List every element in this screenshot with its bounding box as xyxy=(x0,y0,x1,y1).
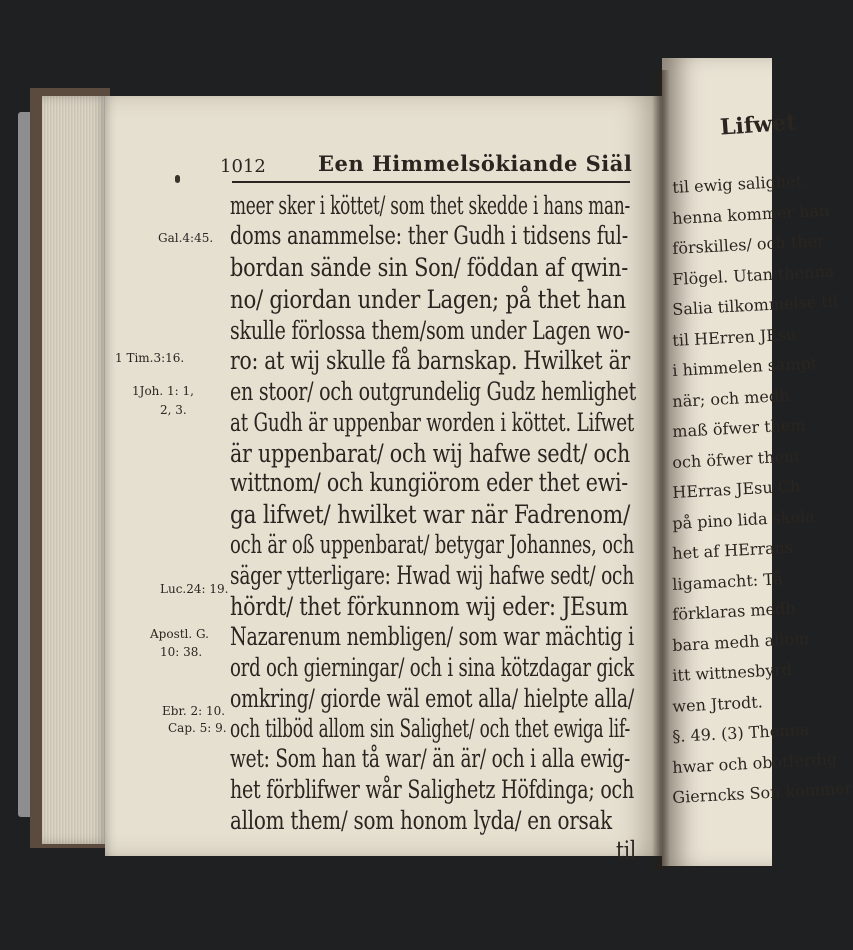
margin-note: 1Joh. 1: 1, xyxy=(132,384,194,398)
text-line: ga lifwet/ hwilket war när Fadrenom/ xyxy=(230,500,630,529)
facing-page-line: Gierncks Son kommer xyxy=(671,778,853,807)
facing-page-line: het af HErrans xyxy=(671,537,794,563)
facing-page-line: Salia tilkommelse til xyxy=(671,291,839,319)
text-line: bordan sände sin Son/ föddan af qwin- xyxy=(230,253,628,282)
facing-page-head: Lifwet xyxy=(719,109,798,141)
running-head: Een Himmelsökiande Siäl xyxy=(318,151,633,176)
text-line: säger ytterligare: Hwad wij hafwe sedt/ och xyxy=(230,561,634,590)
text-line: ord och gierningar/ och i sina kötzdagar gick xyxy=(230,653,634,682)
margin-note: 1 Tim.3:16. xyxy=(115,351,185,365)
text-line: wet: Som han tå war/ än är/ och i alla ewig- xyxy=(230,744,630,773)
text-line: no/ giordan under Lagen; på thet han xyxy=(230,285,626,314)
text-line: allom them/ som honom lyda/ en orsak xyxy=(230,806,612,835)
facing-page-line: henna kommer han xyxy=(671,200,830,228)
text-line: och är oß uppenbarat/ betygar Johannes, och xyxy=(230,530,634,559)
book-gutter xyxy=(652,70,670,870)
facing-page-line: wen Jtrodt. xyxy=(671,691,764,716)
text-line: en stoor/ och outgrundelig Gudz hemlighet xyxy=(230,377,636,406)
margin-note: Gal.4:45. xyxy=(158,231,214,245)
text-line: hördt/ thet förkunnom wij eder: JEsum xyxy=(230,592,628,621)
facing-page-line: maß öfwer them xyxy=(671,415,807,441)
facing-page-line: och öfwer them xyxy=(671,445,800,472)
margin-note: Ebr. 2: 10. xyxy=(162,704,226,718)
text-line: meer sker i köttet/ som thet skedde i hans man- xyxy=(230,191,630,220)
text-line: Nazarenum nembligen/ som war mächtig i xyxy=(230,622,634,651)
text-line: skulle förlossa them/som under Lagen wo- xyxy=(230,316,630,345)
facing-page-line: när; och medh xyxy=(671,385,790,411)
facing-page-line: förskilles/ och ther xyxy=(671,231,826,258)
facing-page-line: ligamacht: Tå xyxy=(671,568,784,594)
facing-page-line: Flögel. Utan thenna xyxy=(671,261,835,289)
margin-note: Luc.24: 19. xyxy=(160,582,229,596)
page-edges xyxy=(42,96,108,844)
text-line: är uppenbarat/ och wij hafwe sedt/ och xyxy=(230,439,630,468)
facing-page-line: HErras JEsu Ch xyxy=(671,476,801,502)
ink-dot xyxy=(175,175,180,183)
text-line: doms anammelse: ther Gudh i tidsens ful- xyxy=(230,221,628,250)
text-line: och tilböd allom sin Salighet/ och thet ewiga lif- xyxy=(230,714,630,743)
facing-page-line: til HErren JEsu xyxy=(671,324,797,350)
facing-page-line: hwar och obotferdig xyxy=(671,748,838,777)
text-line: omkring/ giorde wäl emot alla/ hielpte alla/ xyxy=(230,684,634,713)
facing-page-line: förklaras medh xyxy=(671,598,796,624)
margin-note: 2, 3. xyxy=(160,403,187,417)
facing-page-line: itt wittnesbyrd xyxy=(671,659,793,685)
text-line: wittnom/ och kungiörom eder thet ewi- xyxy=(230,468,628,497)
page-number: 1012 xyxy=(220,156,266,177)
facing-page-line: til ewig salighet. xyxy=(671,170,808,197)
margin-note: 10: 38. xyxy=(160,645,203,659)
text-line: het förblifwer wår Salighetz Höfdinga; och xyxy=(230,775,634,804)
header-rule xyxy=(232,181,630,183)
margin-note: Cap. 5: 9. xyxy=(168,721,227,735)
facing-page-line: i himmelen sampt xyxy=(671,353,818,380)
facing-page-line: på pino lida skola xyxy=(671,506,816,533)
text-line: at Gudh är uppenbar worden i köttet. Lifwet xyxy=(230,408,634,437)
facing-page-line: bara medh allom xyxy=(671,628,810,655)
facing-page-line: §. 49. (3) Thenna xyxy=(671,719,810,746)
margin-note: Apostl. G. xyxy=(150,627,209,641)
text-line: ro: at wij skulle få barnskap. Hwilket är xyxy=(230,346,630,375)
text-line: til xyxy=(616,836,636,865)
